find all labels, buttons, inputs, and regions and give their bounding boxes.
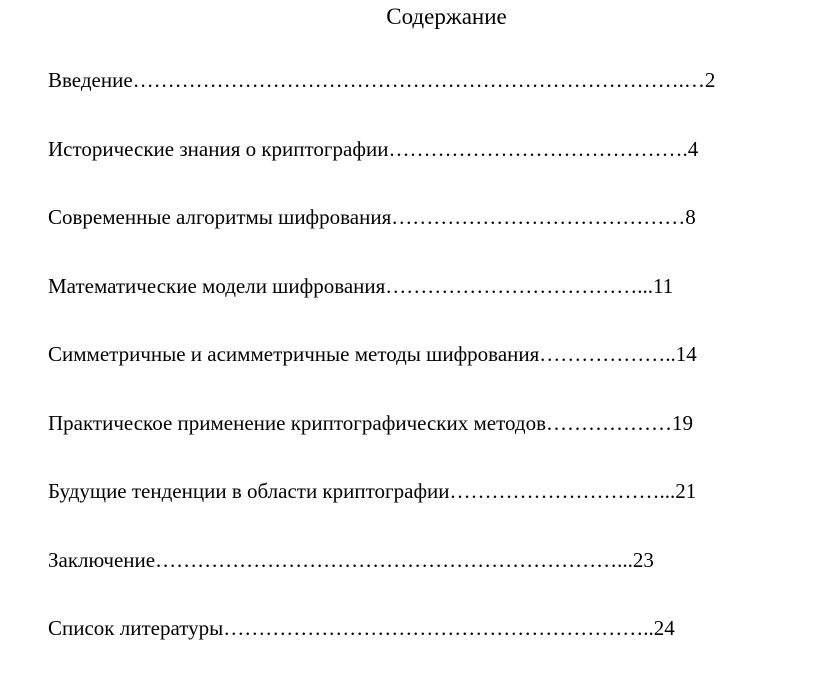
toc-entry-label: Список литературы [48,616,224,640]
table-of-contents [48,66,715,683]
toc-entry-introduction [48,66,715,135]
toc-entry-leader: …………………………………………………………... [155,547,633,572]
toc-entry-future-trends [48,477,715,546]
toc-entry-leader: …………………………………… [391,205,686,229]
toc-entry-page: 24 [653,616,675,640]
toc-entry-label: Заключение [48,547,156,572]
toc-entry-label: Симметричные и асимметричные методы шифрования [48,342,540,366]
toc-entry-references [48,614,715,683]
toc-entry-page: 21 [675,479,697,503]
toc-entry-leader: …………………………………………………….. [223,616,654,640]
toc-entry-label: Математические модели шифрования [48,273,386,298]
toc-entry-math-models [48,272,715,341]
toc-entry-conclusion [48,546,715,615]
toc-entry-practical-use [48,409,715,478]
toc-entry-leader: ……………… [546,410,672,435]
toc-entry-page: 8 [685,205,696,229]
toc-entry-page: 23 [632,547,654,572]
toc-entry-page: 4 [687,136,699,161]
toc-entry-leader: ………………………………... [385,273,654,298]
toc-entry-leader: …………………………………………………………………….… [132,68,705,92]
toc-entry-leader: …………………………... [449,479,676,503]
toc-entry-leader: ……………….. [539,342,676,366]
toc-entry-symmetric-asymmetric [48,340,715,409]
toc-entry-modern-algorithms [48,203,715,272]
toc-entry-leader: ……………………………………. [388,136,688,161]
toc-title: Содержание [386,4,507,29]
toc-entry-page: 14 [675,342,697,366]
toc-entry-label: Введение [48,68,133,92]
toc-entry-label: Исторические знания о криптографии [48,136,389,161]
toc-entry-label: Будущие тенденции в области криптографии [48,479,450,503]
toc-entry-history [48,135,715,204]
toc-entry-label: Современные алгоритмы шифрования [48,205,392,229]
toc-entry-page: 2 [704,68,716,92]
toc-entry-page: 19 [672,410,693,435]
toc-entry-label: Практическое применение криптографических методов [48,410,546,435]
toc-entry-page: 11 [653,273,674,298]
